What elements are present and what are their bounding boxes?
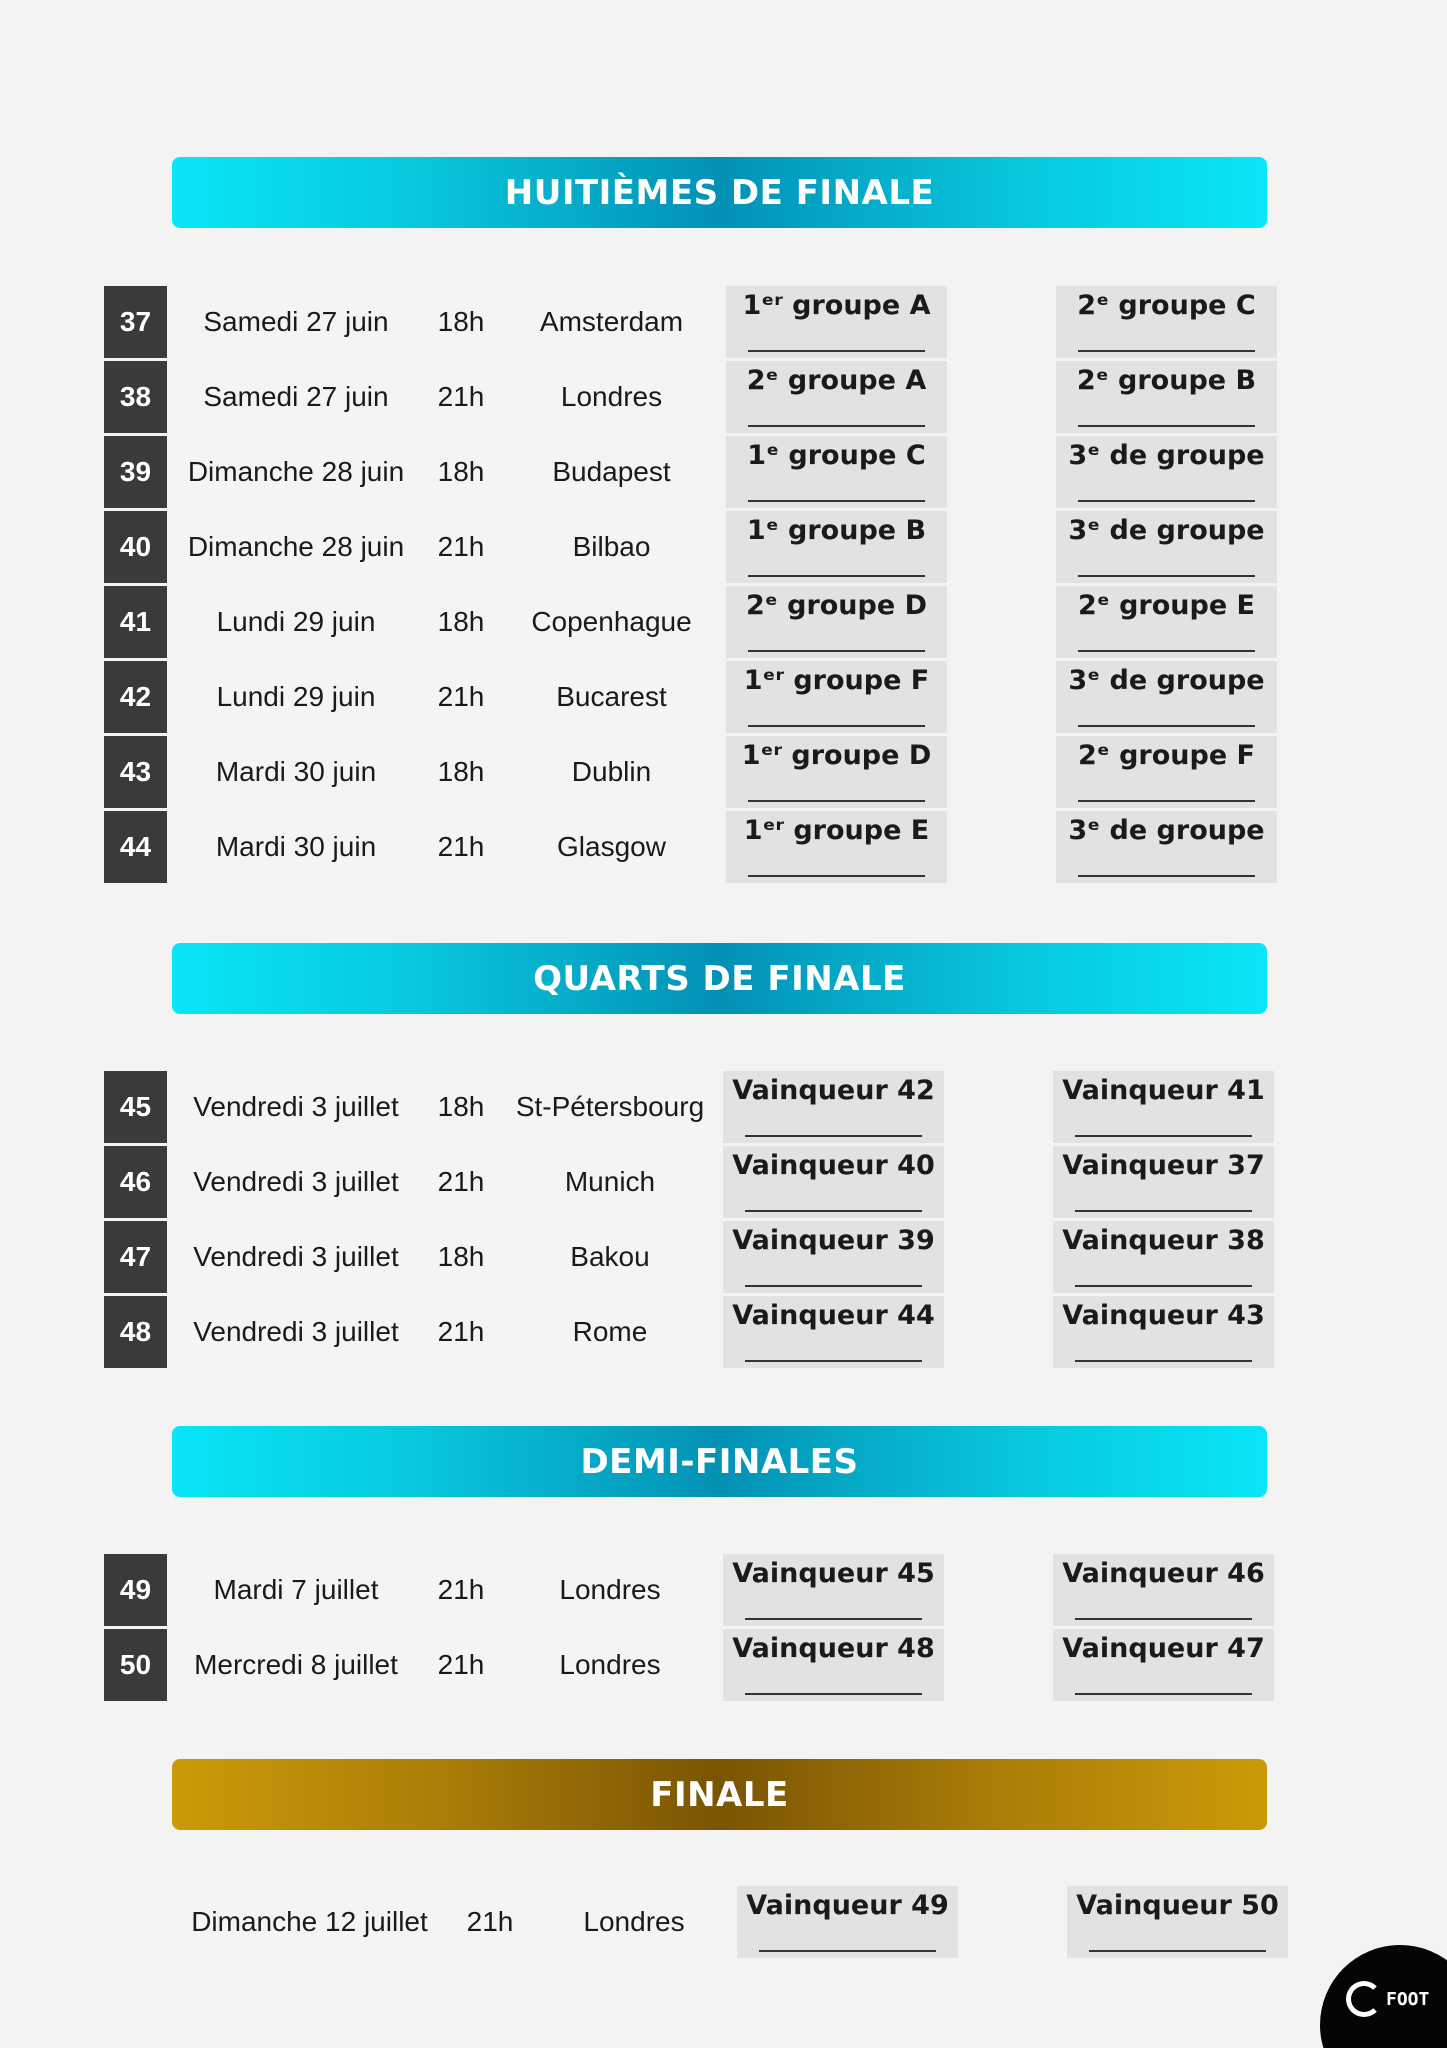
match-city: Amsterdam [500, 286, 723, 358]
home-score-box[interactable] [947, 1221, 997, 1293]
team-underline [1078, 725, 1255, 727]
match-time: 18h [425, 736, 497, 808]
table-row [173, 1886, 1288, 1958]
team-underline [745, 1210, 922, 1212]
team-underline [748, 500, 925, 502]
home-team-cell [726, 286, 947, 358]
home-score-box[interactable] [950, 736, 1000, 808]
match-time: 18h [425, 286, 497, 358]
away-score-box[interactable] [1003, 361, 1053, 433]
home-team: 1ᵉ groupe B [746, 515, 927, 546]
home-team: Vainqueur 39 [732, 1225, 935, 1256]
away-team: Vainqueur 37 [1062, 1150, 1265, 1181]
away-score-box[interactable] [1003, 736, 1053, 808]
team-underline [1078, 350, 1255, 352]
away-team-cell [1056, 661, 1277, 733]
section-title: HUITIÈMES DE FINALE [504, 172, 935, 213]
team-underline [1075, 1360, 1252, 1362]
home-score-box[interactable] [950, 811, 1000, 883]
match-number: 49 [104, 1554, 167, 1626]
match-number: 50 [104, 1629, 167, 1701]
match-time: 21h [425, 811, 497, 883]
home-team: 1ᵉʳ groupe E [743, 815, 930, 846]
demies-table [101, 1551, 1277, 1704]
section-banner-quarts [172, 943, 1267, 1014]
match-time: 21h [425, 1146, 497, 1218]
away-team-cell [1056, 811, 1277, 883]
match-date: Mercredi 8 juillet [170, 1629, 422, 1701]
match-number: 40 [104, 511, 167, 583]
team-underline [1078, 800, 1255, 802]
away-score-box[interactable] [1014, 1886, 1064, 1958]
team-underline [1075, 1210, 1252, 1212]
match-number: 45 [104, 1071, 167, 1143]
match-date: Vendredi 3 juillet [170, 1296, 422, 1368]
table-row [104, 436, 1277, 508]
logo-ring-icon [1346, 1981, 1382, 2017]
match-date: Mardi 30 juin [170, 736, 422, 808]
team-underline [759, 1950, 936, 1952]
home-team: 2ᵉ groupe A [746, 365, 927, 396]
team-underline [1089, 1950, 1266, 1952]
match-date: Vendredi 3 juillet [170, 1221, 422, 1293]
table-row [104, 736, 1277, 808]
home-team-cell [726, 511, 947, 583]
match-city: Londres [500, 361, 723, 433]
match-number: 39 [104, 436, 167, 508]
table-row [104, 361, 1277, 433]
away-team: 2ᵉ groupe E [1077, 590, 1256, 621]
home-score-box[interactable] [950, 286, 1000, 358]
match-city: Londres [500, 1629, 720, 1701]
away-team-cell [1053, 1554, 1274, 1626]
match-time: 18h [425, 1071, 497, 1143]
team-underline [748, 575, 925, 577]
home-team-cell [723, 1554, 944, 1626]
away-score-box[interactable] [1000, 1071, 1050, 1143]
home-team: 1ᵉʳ groupe D [741, 740, 932, 771]
table-row [104, 1554, 1274, 1626]
match-number: 46 [104, 1146, 167, 1218]
away-team-cell [1056, 736, 1277, 808]
away-score-box[interactable] [1003, 511, 1053, 583]
away-team: 3ᵉ de groupe [1068, 440, 1265, 471]
table-row [104, 1296, 1274, 1368]
team-underline [745, 1618, 922, 1620]
home-score-box[interactable] [961, 1886, 1011, 1958]
away-team: Vainqueur 46 [1062, 1558, 1265, 1589]
away-team: Vainqueur 47 [1062, 1633, 1265, 1664]
away-score-box[interactable] [1000, 1629, 1050, 1701]
match-city: Bucarest [500, 661, 723, 733]
team-underline [748, 350, 925, 352]
away-score-box[interactable] [1000, 1221, 1050, 1293]
match-date: Lundi 29 juin [170, 586, 422, 658]
match-city: Londres [500, 1554, 720, 1626]
away-score-box[interactable] [1000, 1554, 1050, 1626]
section-banner-demies [172, 1426, 1267, 1497]
match-date: Mardi 7 juillet [170, 1554, 422, 1626]
section-banner-huitiemes [172, 157, 1267, 228]
match-number: 41 [104, 586, 167, 658]
match-time: 21h [425, 1554, 497, 1626]
table-row [104, 1071, 1274, 1143]
match-time: 21h [449, 1886, 531, 1958]
away-score-box[interactable] [1003, 811, 1053, 883]
away-team: 2ᵉ groupe C [1077, 290, 1256, 321]
team-underline [748, 650, 925, 652]
huitiemes-table [101, 283, 1280, 886]
quarts-table [101, 1068, 1277, 1371]
match-time: 18h [425, 1221, 497, 1293]
match-number: 47 [104, 1221, 167, 1293]
team-underline [1078, 500, 1255, 502]
section-banner-finale [172, 1759, 1267, 1830]
away-score-box[interactable] [1000, 1146, 1050, 1218]
home-team: 1ᵉ groupe C [747, 440, 926, 471]
away-team-cell [1053, 1629, 1274, 1701]
team-underline [1078, 575, 1255, 577]
away-score-box[interactable] [1003, 286, 1053, 358]
team-underline [1075, 1285, 1252, 1287]
away-team-cell [1053, 1221, 1274, 1293]
match-date: Mardi 30 juin [170, 811, 422, 883]
away-team-cell [1056, 286, 1277, 358]
table-row [104, 511, 1277, 583]
away-team: 3ᵉ de groupe [1068, 665, 1265, 696]
match-number: 37 [104, 286, 167, 358]
match-date: Lundi 29 juin [170, 661, 422, 733]
away-score-box[interactable] [1003, 436, 1053, 508]
home-team: 1ᵉʳ groupe F [743, 665, 930, 696]
away-team: Vainqueur 41 [1062, 1075, 1265, 1106]
match-date: Vendredi 3 juillet [170, 1146, 422, 1218]
match-number: 44 [104, 811, 167, 883]
match-time: 21h [425, 661, 497, 733]
match-city: Budapest [500, 436, 723, 508]
home-team: 2ᵉ groupe D [746, 590, 927, 621]
home-score-box[interactable] [947, 1146, 997, 1218]
match-city: St-Pétersbourg [500, 1071, 720, 1143]
section-title: DEMI-FINALES [580, 1441, 859, 1482]
team-underline [1078, 875, 1255, 877]
home-team-cell [723, 1071, 944, 1143]
match-city: Munich [500, 1146, 720, 1218]
match-time: 18h [425, 586, 497, 658]
match-date: Dimanche 12 juillet [173, 1886, 446, 1958]
home-team: Vainqueur 49 [746, 1890, 949, 1921]
home-team-cell [723, 1146, 944, 1218]
away-team: 2ᵉ groupe B [1076, 365, 1257, 396]
away-team-cell [1053, 1146, 1274, 1218]
home-score-box[interactable] [947, 1296, 997, 1368]
team-underline [745, 1135, 922, 1137]
table-row [104, 1629, 1274, 1701]
away-team-cell [1056, 361, 1277, 433]
match-date: Samedi 27 juin [170, 286, 422, 358]
team-underline [745, 1360, 922, 1362]
match-number: 43 [104, 736, 167, 808]
home-team: Vainqueur 45 [732, 1558, 935, 1589]
logo-text: FOOT [1386, 1989, 1430, 2010]
match-number: 42 [104, 661, 167, 733]
away-team: 3ᵉ de groupe [1068, 515, 1265, 546]
home-score-box[interactable] [947, 1554, 997, 1626]
match-time: 21h [425, 1296, 497, 1368]
match-city: Londres [534, 1886, 734, 1958]
match-date: Dimanche 28 juin [170, 436, 422, 508]
team-underline [748, 875, 925, 877]
match-city: Copenhague [500, 586, 723, 658]
home-team-cell [726, 586, 947, 658]
home-score-box[interactable] [950, 361, 1000, 433]
table-row [104, 1221, 1274, 1293]
home-score-box[interactable] [950, 436, 1000, 508]
home-team-cell [723, 1221, 944, 1293]
home-team: Vainqueur 48 [732, 1633, 935, 1664]
away-team: Vainqueur 43 [1062, 1300, 1265, 1331]
home-team-cell [726, 361, 947, 433]
home-team-cell [726, 661, 947, 733]
finale-table [170, 1883, 1291, 1961]
home-score-box[interactable] [950, 511, 1000, 583]
home-team-cell [726, 736, 947, 808]
away-team-cell [1053, 1071, 1274, 1143]
table-row [104, 586, 1277, 658]
match-city: Bakou [500, 1221, 720, 1293]
match-time: 21h [425, 361, 497, 433]
home-team-cell [723, 1296, 944, 1368]
match-city: Dublin [500, 736, 723, 808]
section-title: QUARTS DE FINALE [533, 958, 906, 999]
home-team: Vainqueur 40 [732, 1150, 935, 1181]
team-underline [748, 425, 925, 427]
home-team: Vainqueur 42 [732, 1075, 935, 1106]
match-number: 48 [104, 1296, 167, 1368]
home-team-cell [723, 1629, 944, 1701]
away-team-cell [1053, 1296, 1274, 1368]
home-team: Vainqueur 44 [732, 1300, 935, 1331]
away-team-cell [1067, 1886, 1288, 1958]
team-underline [745, 1693, 922, 1695]
away-team-cell [1056, 586, 1277, 658]
home-score-box[interactable] [950, 661, 1000, 733]
home-team: 1ᵉʳ groupe A [742, 290, 931, 321]
away-team: 3ᵉ de groupe [1068, 815, 1265, 846]
table-row [104, 286, 1277, 358]
match-number: 38 [104, 361, 167, 433]
table-row [104, 1146, 1274, 1218]
away-team: Vainqueur 50 [1076, 1890, 1279, 1921]
away-team-cell [1056, 511, 1277, 583]
home-team-cell [726, 811, 947, 883]
away-score-box[interactable] [1000, 1296, 1050, 1368]
away-team: 2ᵉ groupe F [1077, 740, 1256, 771]
team-underline [1075, 1693, 1252, 1695]
foot-logo [1320, 1945, 1447, 2048]
away-team-cell [1056, 436, 1277, 508]
match-time: 21h [425, 1629, 497, 1701]
team-underline [1078, 425, 1255, 427]
match-date: Dimanche 28 juin [170, 511, 422, 583]
match-time: 21h [425, 511, 497, 583]
home-score-box[interactable] [947, 1629, 997, 1701]
table-row [104, 811, 1277, 883]
home-score-box[interactable] [947, 1071, 997, 1143]
match-city: Glasgow [500, 811, 723, 883]
away-team: Vainqueur 38 [1062, 1225, 1265, 1256]
team-underline [1075, 1135, 1252, 1137]
away-score-box[interactable] [1003, 586, 1053, 658]
team-underline [745, 1285, 922, 1287]
team-underline [748, 725, 925, 727]
match-date: Samedi 27 juin [170, 361, 422, 433]
team-underline [1075, 1618, 1252, 1620]
away-score-box[interactable] [1003, 661, 1053, 733]
match-city: Rome [500, 1296, 720, 1368]
match-time: 18h [425, 436, 497, 508]
team-underline [1078, 650, 1255, 652]
team-underline [748, 800, 925, 802]
home-team-cell [726, 436, 947, 508]
section-title: FINALE [650, 1774, 789, 1815]
home-score-box[interactable] [950, 586, 1000, 658]
match-city: Bilbao [500, 511, 723, 583]
match-date: Vendredi 3 juillet [170, 1071, 422, 1143]
table-row [104, 661, 1277, 733]
home-team-cell [737, 1886, 958, 1958]
